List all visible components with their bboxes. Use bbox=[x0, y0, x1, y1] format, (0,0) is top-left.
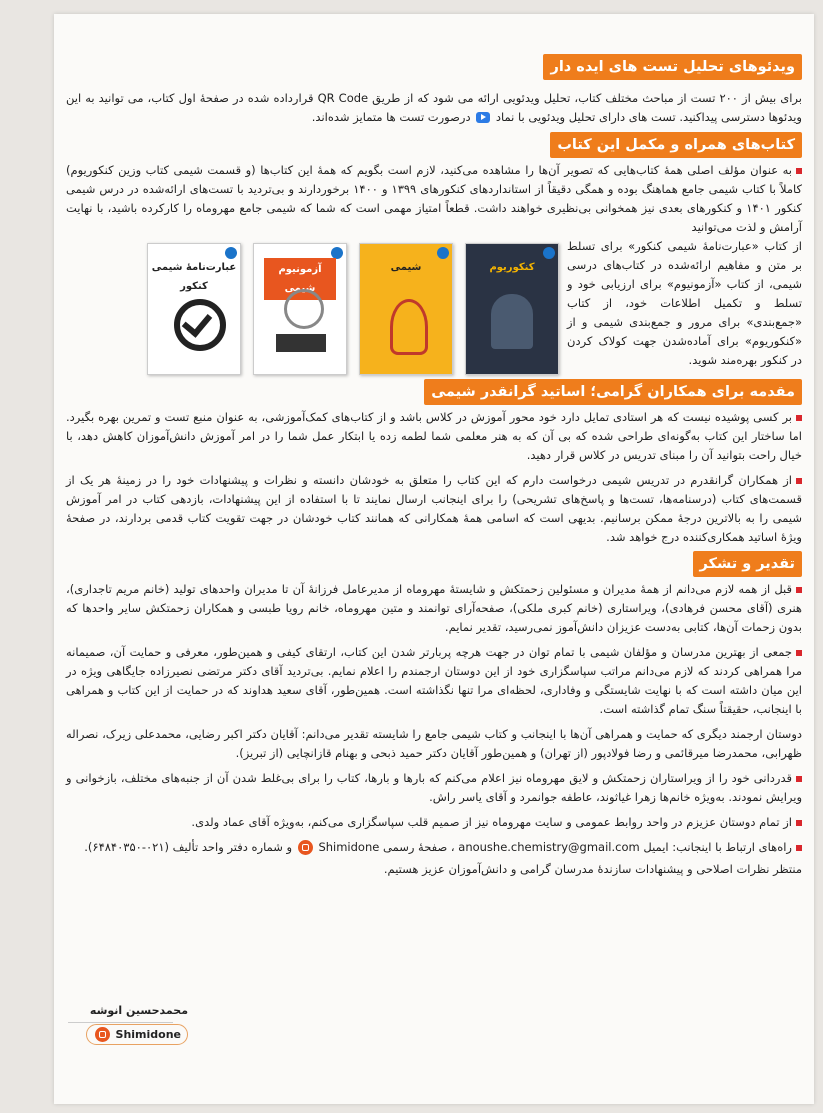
content bbox=[66, 14, 802, 879]
heading-videos bbox=[66, 54, 802, 80]
author-name: محمدحسین انوشه bbox=[89, 1004, 188, 1017]
contact-paragraph: راه‌های ارتباط با اینجانب: ایمیل anoushe.chemistry@gmail.com ، صفحهٔ رسمی Shimidone و شماره دفتر واحد تألیف (۰۲۱-۶۴۸۴۰۳۵۰). bbox=[66, 838, 802, 857]
thanks-paragraph-2: جمعی از بهترین مدرسان و مؤلفان شیمی با تمام توان در جهت هرچه پربارتر شدن این کتاب، ارتقای کیفی و همین‌طور، معرفی و حمایت آن، صمیمانه مرا همراهی کردند که لازم می‌دانم مراتب سپاسگزاری خود از این دوستان ارجمندم را اعلام نمایم. بی‌تردید آقای دکتر مرتضی نصیرزاده جایگاهی ویژه در این میان داشته است که با نهایت شایستگی و وفاداری، لحظه‌ای مرا تنها نگذاشته است. همین‌طور، آقای سعید هداوند که در حمایت از این کتاب و همراهی با اینجانب، حقیقتاً سنگ تمام گذاشته است. bbox=[66, 643, 802, 719]
book-cover-konkurium: کنکوریوم bbox=[465, 243, 559, 375]
heading-videos-text: ویدئوهای تحلیل تست های ایده دار bbox=[543, 54, 802, 80]
signature-divider bbox=[68, 1022, 173, 1023]
books-section bbox=[66, 237, 802, 375]
companion-paragraph-1: به عنوان مؤلف اصلی همهٔ کتاب‌هایی که تصویر آن‌ها را مشاهده می‌کنید، لازم است بگویم که همهٔ این کتاب‌ها (و قسمت شیمی کتاب وزین کنکوریوم) کاملاً با کتاب شیمی جامع هماهنگ بوده و همگی دقیقاً از استانداردهای کنکورهای ۱۳۹۹ و ۱۴۰۰ برخوردارند و بی‌تردید با تست‌های ارائه‌شده در درس شیمی کنکور ۱۴۰۱ و کنکورهای بعدی نیز همخوانی بی‌نظیری خواهند داشت. قطعاً امتیاز مهمی است که شما که شیمی جامع مهروماه را کارکرده باشید، با نهایت آرامش و لذت می‌توانید bbox=[66, 161, 802, 237]
book-cover-ebaratname: عبارت‌نامهٔ شیمی کنکور bbox=[147, 243, 241, 375]
instagram-icon bbox=[298, 840, 313, 855]
page bbox=[54, 14, 814, 1104]
colleagues-paragraph-2: از همکاران گرانقدرم در تدریس شیمی درخواست دارم که این کتاب را متعلق به خودشان دانسته و نظرات و پیشنهادات خود را در زمینهٔ هر یک از قسمت‌های کتاب (درسنامه‌ها، تست‌ها و پاسخ‌های تشریحی) را برای اینجانب ارسال نمایند تا با استفاده از این پیشنهادات، بازدهی کتاب در امر آموزش شیمی را به بالاترین درجهٔ ممکن برسانیم. بدیهی است که اسامی همهٔ همکارانی که همانند کتاب خودشان در جهت تقویت کتاب قدمی بردارند، در صفحهٔ ویژهٔ اساتید همکاری‌کننده درج خواهد شد. bbox=[66, 471, 802, 547]
stopwatch-icon bbox=[284, 289, 324, 329]
heading-companion-books bbox=[66, 132, 802, 158]
colleagues-paragraph-1: بر کسی پوشیده نیست که هر استادی تمایل دارد خود محور آموزش در کلاس باشد و از کتاب‌های کمک‌آموزشی، به عنوان منبع تست و تمرین بهره بگیرد. اما ساختار این کتاب به‌گونه‌ای طراحی شده که بی آن که به هنر معلمی شما لطمه زده یا ابتکار عمل شما را در امر آموزش دانش‌آموزان کاهش دهد، با خیال راحت بتوانید آن را مبنای تدریس در کلاس قرار دهید. bbox=[66, 408, 802, 465]
thanks-paragraph-5: از تمام دوستان عزیزم در واحد روابط عمومی و سایت مهروماه نیز از صمیم قلب سپاسگزاری می‌کنم، به‌ویژه آقای عماد ولدی. bbox=[66, 813, 802, 832]
instagram-account-name: Shimidone bbox=[115, 1028, 181, 1041]
heading-thanks bbox=[66, 551, 802, 577]
thanks-paragraph-1: قبل از همه لازم می‌دانم از همهٔ مدیران و مسئولین زحمتکش و شایستهٔ مهروماه از مدیرعامل فرزانهٔ آن تا مدیران واحدهای تولید (خانم مریم تاجداری)، هنری (آقای محسن فرهادی)، ویراستاری (خانم کبری ملکی)، صفحه‌آرای توانمند و متین مهروماه، خانم رویا طبسی و همکاران زحمتکش سایر واحدها که بدون زحمات آن‌ها، کتابی به‌دست عزیزان دانش‌آموز نمی‌رسید، تقدیر نمایم. bbox=[66, 580, 802, 637]
thanks-paragraph-4: قدردانی خود را از ویراستاران زحمتکش و لایق مهروماه نیز اعلام می‌کنم که بارها و بارها، کتاب را برای بی‌غلط شدن آن از جنبه‌های مختلف، بازخوانی و ویرایش نمودند. به‌ویژه خانم‌ها زهرا غیاثوند، عاطفه جوانمرد و آقای یاسر راش. bbox=[66, 769, 802, 807]
flask-icon bbox=[390, 299, 428, 355]
instagram-icon bbox=[95, 1027, 110, 1042]
student-illustration-icon bbox=[491, 294, 533, 349]
heading-colleagues-text: مقدمه برای همکاران گرامی؛ اساتید گرانقدر شیمی bbox=[424, 379, 802, 405]
closing-paragraph: منتظر نظرات اصلاحی و پیشنهادات سازندهٔ مدرسان گرامی و دانش‌آموزان عزیز هستیم. bbox=[383, 862, 802, 876]
book-cover-shimi: شیمی bbox=[359, 243, 453, 375]
checkmark-icon bbox=[174, 299, 226, 351]
companion-paragraph-2: از کتاب «عبارت‌نامهٔ شیمی کنکور» برای تسلط بر متن و مفاهیم ارائه‌شده در کتاب‌های درسی شیمی، از کتاب «آزمونیوم» برای ارزیابی خود و تسلط و تکمیل اطلاعات خود، از کتاب «جمع‌بندی» برای مرور و جمع‌بندی شیمی و از «کنکوریوم» برای آماده‌شدن جهت کولاک کردن در کنکور بهره‌مند شوید. bbox=[567, 239, 802, 367]
book-covers bbox=[147, 237, 559, 375]
heading-colleagues bbox=[66, 379, 802, 405]
instagram-account[interactable] bbox=[86, 1024, 188, 1045]
heading-thanks-text: تقدیر و تشکر bbox=[693, 551, 802, 577]
heading-companion-books-text: کتاب‌های همراه و مکمل این کتاب bbox=[550, 132, 802, 158]
video-play-icon bbox=[476, 112, 490, 123]
videos-paragraph: برای بیش از ۲۰۰ تست از مباحث مختلف کتاب، تحلیل ویدئویی ارائه می شود که از طریق QR Code قرارداده شده در صفحهٔ اول کتاب، می توانید به این ویدئوها دسترسی پیداکنید. تست های دارای تحلیل ویدئویی با نماد درصورت تست ها متمایز شده‌اند. bbox=[66, 91, 802, 124]
signature-block bbox=[68, 1002, 188, 1045]
stand-shape bbox=[276, 334, 326, 352]
book-cover-azmoonium: آزمونیوم شیمی bbox=[253, 243, 347, 375]
thanks-paragraph-3: دوستان ارجمند دیگری که حمایت و همراهی آن‌ها با اینجانب و کتاب شیمی جامع را شایسته تقدیر می‌دانم: آقایان دکتر اکبر رضایی، محمدعلی زیرک، نصراله ظهرابی، محمدرضا میرقائمی و رضا فولادپور (از تهران) و همین‌طور آقایان دکتر حمید ذبحی و بهنام قازانچایی (از تبریز). bbox=[66, 727, 802, 760]
